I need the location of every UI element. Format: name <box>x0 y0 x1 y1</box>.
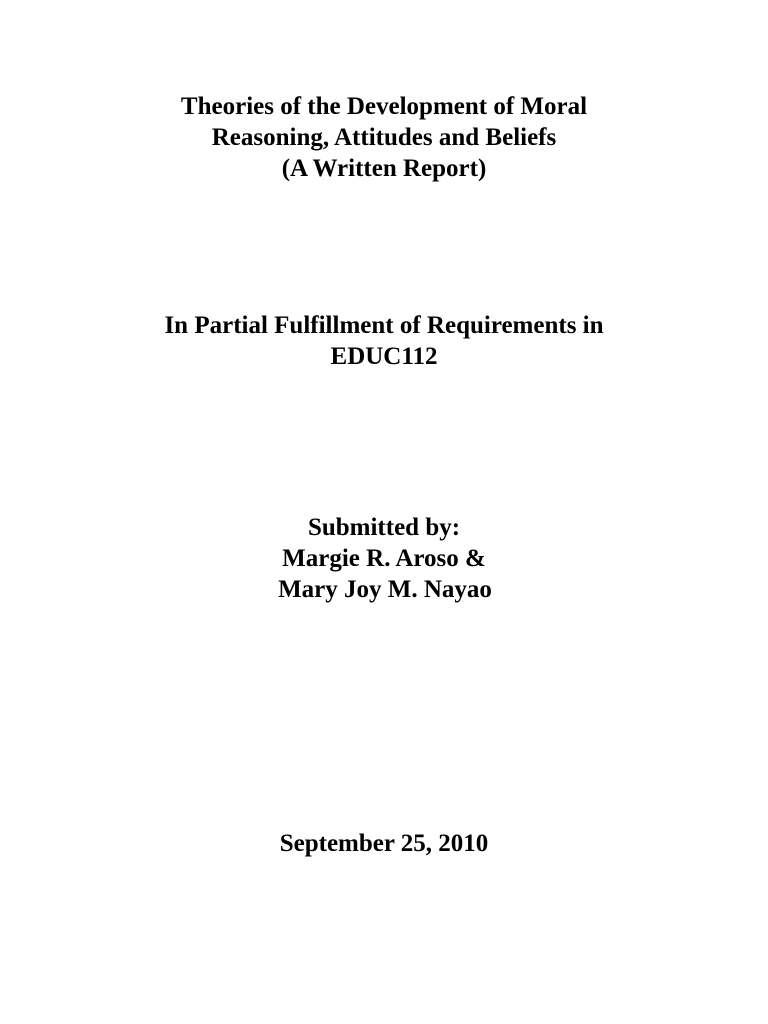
submitted-by-section <box>0 512 768 605</box>
course-code: EDUC112 <box>330 343 438 370</box>
title-line-2: Reasoning, Attitudes and Beliefs <box>211 124 557 151</box>
date-text: September 25, 2010 <box>279 830 489 857</box>
author-name: Mary Joy M. Nayao <box>278 576 492 603</box>
report-title <box>0 91 768 184</box>
report-date <box>0 828 768 859</box>
author-name: Margie R. Aroso & <box>282 545 486 572</box>
fulfillment-statement <box>0 310 768 372</box>
title-line-1: Theories of the Development of Moral <box>180 93 588 120</box>
title-line-3: (A Written Report) <box>281 155 487 182</box>
fulfillment-line-1: In Partial Fulfillment of Requirements in <box>164 312 604 339</box>
submitted-by-label: Submitted by: <box>307 514 461 541</box>
